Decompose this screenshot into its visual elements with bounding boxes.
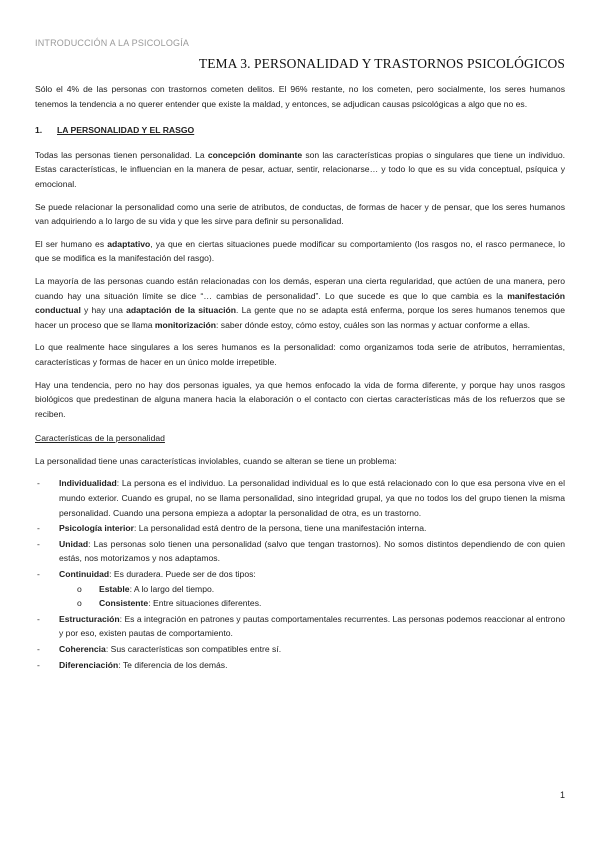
emphasis: adaptativo <box>107 238 151 249</box>
paragraph: El ser humano es adaptativo, ya que en ciertas situaciones puede modificar su comportamiento (los rasgos no, el rasco permanece, lo que se modifica es la manifestación del rasgo). <box>35 238 565 264</box>
list-item: - Unidad: Las personas solo tienen una personalidad (salvo que tengan trastornos). No somos distintos dependiendo de con quien estás, nos motorizamos y nos adaptamos. <box>35 537 565 566</box>
section-title: LA PERSONALIDAD Y EL RASGO <box>57 125 195 136</box>
list-item: - Continuidad: Es duradera. Puede ser de dos tipos: o Estable: A lo largo del tiempo. o Consistente: Entre situaciones diferentes. <box>35 567 565 611</box>
section-heading <box>35 123 565 138</box>
continuity-sublist <box>59 582 565 611</box>
characteristics-list <box>35 476 565 672</box>
document-body <box>35 82 565 673</box>
list-item: - Diferenciación: Te diferencia de los demás. <box>35 658 565 673</box>
list-item: - Psicología interior: La personalidad está dentro de la persona, tiene una manifestación interna. <box>35 521 565 536</box>
emphasis: monitorización <box>154 319 217 330</box>
paragraph: Todas las personas tienen personalidad. La concepción dominante son las características propias o singulares que tiene un individuo. Estas características, le influencian en la manera de pesar, actuar, sentir, relacionarse… y todo lo que es su vida conceptual, psíquica y emocional. <box>35 149 566 189</box>
paragraph: Se puede relacionar la personalidad como una serie de atributos, de conductas, de formas de hacer y de pensar, que los seres humanos van adquiriendo a lo largo de su vida y que les sirve para definir su personalidad. <box>35 201 565 227</box>
list-item: - Individualidad: La persona es el individuo. La personalidad individual es lo que está relacionado con lo que esa persona vive en el mundo exterior. Cuando es grupal, no se llama personalidad, sino integridad grupal, ya que no todos los del grupo tienen la misma personalidad. Cuando una persona empieza a adoptar la personalidad de otra, es un trastorno. <box>35 476 565 520</box>
paragraph: Hay una tendencia, pero no hay dos personas iguales, ya que hemos enfocado la vida de forma diferente, y porque hay unos rasgos biológicos que predestinan de alguna manera hacia la elaboración o el contacto con ciertas características más de los refuerzos que se reciben. <box>35 379 565 419</box>
emphasis: concepción dominante <box>207 149 303 160</box>
intro-paragraph: Sólo el 4% de las personas con trastornos cometen delitos. El 96% restante, no los cometen, pero socialmente, los seres humanos tenemos la tendencia a no querer entender que existe la maldad, y entonces, se adjudican causas psicológicas a algo que no es. <box>35 84 565 109</box>
sublist-item: o Estable: A lo largo del tiempo. <box>59 582 565 597</box>
list-item: - Estructuración: Es a integración en patrones y pautas comportamentales recurrentes. Las personas podemos reaccionar al entrono y por eso, existen pautas de comportamiento. <box>35 612 565 641</box>
page-header: INTRODUCCIÓN A LA PSICOLOGÍA <box>35 38 190 48</box>
sublist-item: o Consistente: Entre situaciones diferentes. <box>59 596 565 611</box>
paragraph: La mayoría de las personas cuando están relacionadas con los demás, esperan una cierta regularidad, que actúen de una manera, pero cuando hay una situación límite se dice “… cambias de personalidad”. Lo que sucede es que lo que cambia es la manifestación conductual y hay una adaptación de la situación. La gente que no se adapta está enferma, porque los seres humanos tenemos que hacer un proceso que se llama monitorización: saber dónde estoy, cómo estoy, cuáles son las normas y actuar conforme a ellas. <box>35 275 565 330</box>
paragraph: La personalidad tiene unas características inviolables, cuando se alteran se tiene un problema: <box>35 455 397 466</box>
emphasis: manifestación conductual <box>35 290 565 316</box>
section-number: 1. <box>35 125 43 136</box>
emphasis: adaptación de la situación <box>126 305 236 316</box>
page-number: 1 <box>559 790 565 800</box>
paragraph: Lo que realmente hace singulares a los seres humanos es la personalidad: como organizamos toda serie de atributos, herramientas, características y formas de hacer en un único molde irrepetible. <box>35 342 565 367</box>
subsection-heading: Características de la personalidad <box>35 433 165 444</box>
document-title: TEMA 3. PERSONALIDAD Y TRASTORNOS PSICOLÓGICOS <box>198 56 565 71</box>
list-item: - Coherencia: Sus características son compatibles entre sí. <box>35 642 565 657</box>
